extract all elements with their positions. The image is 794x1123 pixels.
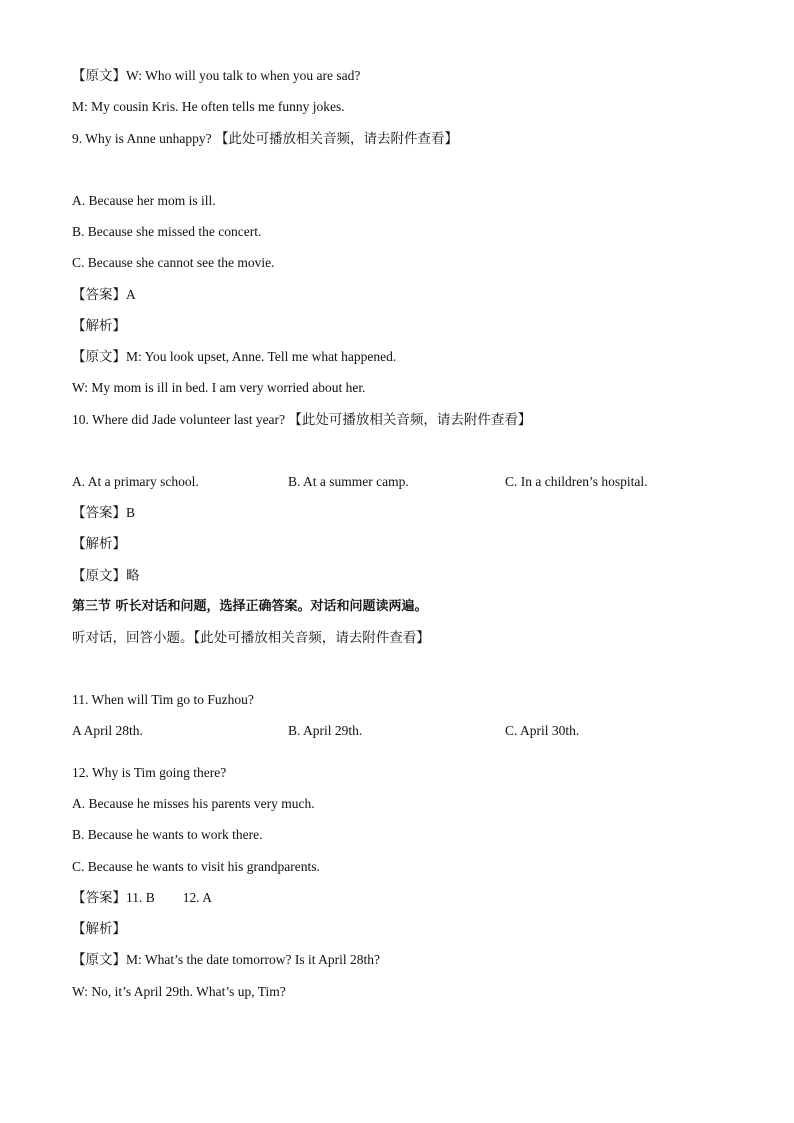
answer-line: 【答案】A [72,287,136,302]
q10-option-a: A. At a primary school. [72,474,199,489]
question-9: 9. Why is Anne unhappy? 【此处可播放相关音频，请去附件查看】 [72,131,458,146]
analysis-label: 【解析】 [72,921,126,936]
answer-line [72,889,212,907]
transcript-line: 【原文】W: Who will you talk to when you are sad? [72,68,361,83]
transcript-line: W: My mom is ill in bed. I am very worried about her. [72,380,366,395]
analysis-label: 【解析】 [72,536,126,551]
option-line: A. Because her mom is ill. [72,193,216,208]
option-line: B. Because she missed the concert. [72,224,262,239]
section-heading: 第三节 听长对话和问题，选择正确答案。对话和问题读两遍。 [72,599,428,614]
transcript-line: 【原文】M: What’s the date tomorrow? Is it April 28th? [72,952,380,967]
option-line: C. Because he wants to visit his grandparents. [72,859,320,874]
transcript-line: M: My cousin Kris. He often tells me funny jokes. [72,99,345,114]
transcript-line: 【原文】略 [72,568,140,583]
analysis-label: 【解析】 [72,318,126,333]
question-10: 10. Where did Jade volunteer last year? 【此处可播放相关音频，请去附件查看】 [72,412,532,427]
option-line: B. Because he wants to work there. [72,827,263,842]
q11-option-c: C. April 30th. [505,723,580,738]
question-11: 11. When will Tim go to Fuzhou? [72,692,254,707]
option-line: A. Because he misses his parents very much. [72,796,315,811]
transcript-line: 【原文】M: You look upset, Anne. Tell me what happened. [72,349,397,364]
transcript-line: W: No, it’s April 29th. What’s up, Tim? [72,984,286,999]
answer-12: 12. A [182,890,213,905]
instruction-line: 听对话，回答小题。【此处可播放相关音频，请去附件查看】 [72,630,430,645]
answer-11: 11. B [126,890,155,905]
q10-option-b: B. At a summer camp. [288,474,409,489]
answer-line: 【答案】B [72,505,136,520]
answer-label: 【答案】 [72,890,126,905]
option-line: C. Because she cannot see the movie. [72,255,275,270]
q11-option-a: A April 28th. [72,723,143,738]
q11-option-b: B. April 29th. [288,723,363,738]
question-12: 12. Why is Tim going there? [72,765,227,780]
q10-option-c: C. In a children’s hospital. [505,474,648,489]
